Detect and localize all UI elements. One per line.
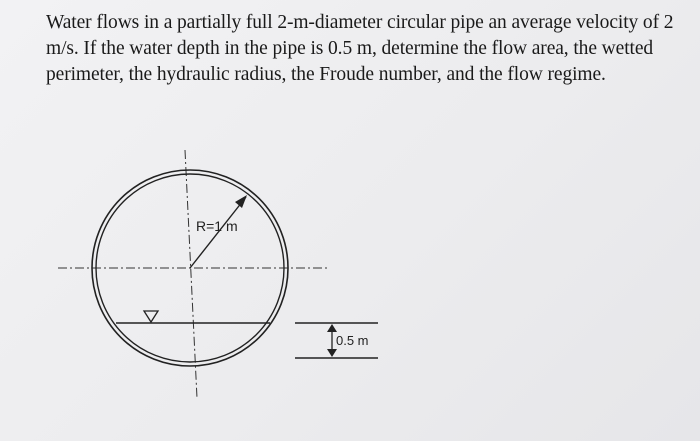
free-surface-triangle-icon <box>144 311 158 322</box>
radius-arrowhead-icon <box>235 195 247 208</box>
depth-arrow-down-icon <box>327 349 337 357</box>
radius-label: R=1 m <box>196 218 238 234</box>
depth-arrow-up-icon <box>327 324 337 332</box>
problem-statement: Water flows in a partially full 2-m-diameter circular pipe an average velocity of 2 m/s. If the water depth in the pipe is 0.5 m, determine the flow area, the wetted perimeter, the hydraulic radius, the Froude number, and the flow regime. <box>46 12 674 85</box>
vertical-centerline <box>185 150 197 398</box>
depth-label: 0.5 m <box>336 333 369 348</box>
